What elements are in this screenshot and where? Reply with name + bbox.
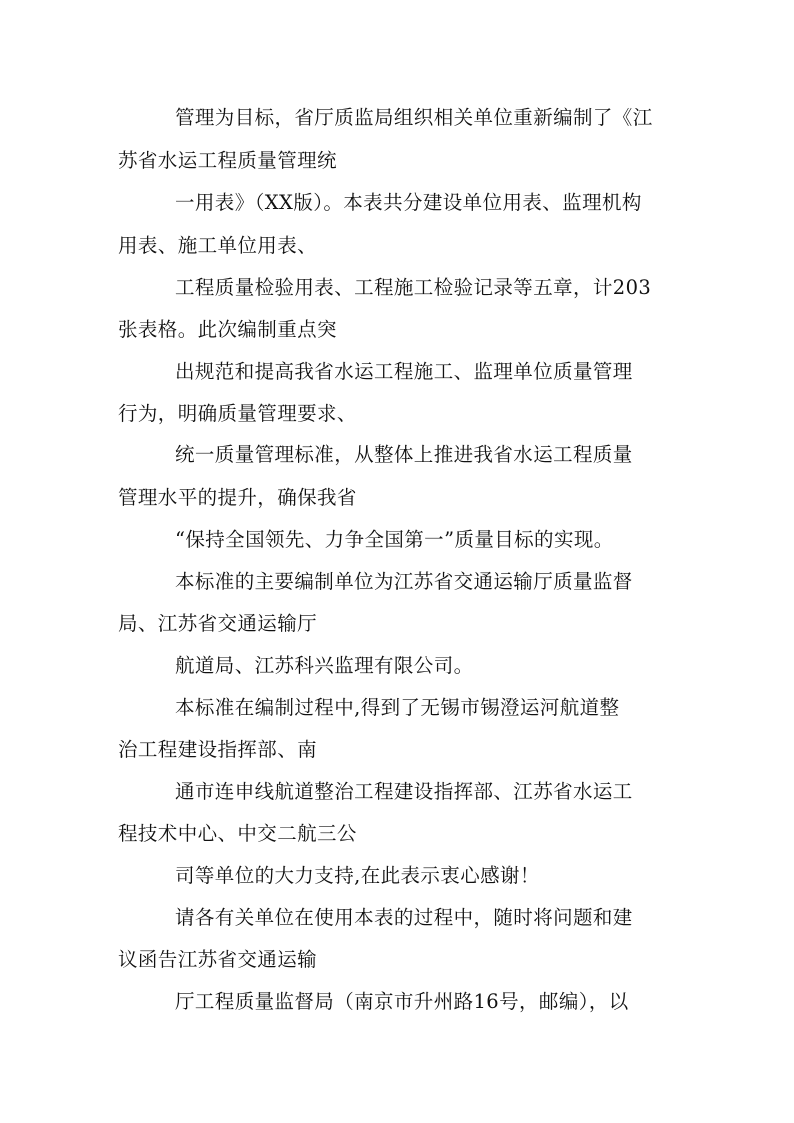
text-line: 厅工程质量监督局（南京市升州路16号，邮编），以: [175, 990, 629, 1013]
text-line: 苏省水运工程质量管理统: [118, 149, 337, 172]
text-line: “保持全国领先、力争全国第一”质量目标的实现。: [175, 528, 614, 551]
text-line: 一用表》（XX版）。本表共分建设单位用表、监理机构: [175, 191, 642, 214]
text-line: 司等单位的大力支持,在此表示衷心感谢！: [175, 864, 540, 887]
text-line: 请各有关单位在使用本表的过程中，随时将问题和建: [175, 906, 633, 929]
text-line: 本标准在编制过程中,得到了无锡市锡澄运河航道整: [175, 696, 620, 719]
text-line: 出规范和提高我省水运工程施工、监理单位质量管理: [175, 360, 633, 383]
text-line: 张表格。此次编制重点突: [118, 318, 337, 341]
text-line: 局、江苏省交通运输厅: [118, 612, 318, 635]
text-line: 程技术中心、中交二航三公: [118, 822, 357, 845]
text-line: 治工程建设指挥部、南: [118, 738, 318, 761]
text-line: 通市连申线航道整治工程建设指挥部、江苏省水运工: [175, 780, 633, 803]
text-line: 统一质量管理标准，从整体上推进我省水运工程质量: [175, 443, 633, 466]
text-line: 用表、施工单位用表、: [118, 234, 318, 257]
text-line: 议函告江苏省交通运输: [118, 948, 318, 971]
text-line: 行为，明确质量管理要求、: [118, 402, 357, 425]
text-line: 管理水平的提升，确保我省: [118, 486, 357, 509]
text-line: 航道局、江苏科兴监理有限公司。: [175, 654, 474, 677]
text-line: 工程质量检验用表、工程施工检验记录等五章，计203: [175, 276, 652, 299]
text-line: 本标准的主要编制单位为江苏省交通运输厅质量监督: [175, 570, 633, 593]
text-line: 管理为目标，省厅质监局组织相关单位重新编制了《江: [175, 106, 653, 129]
